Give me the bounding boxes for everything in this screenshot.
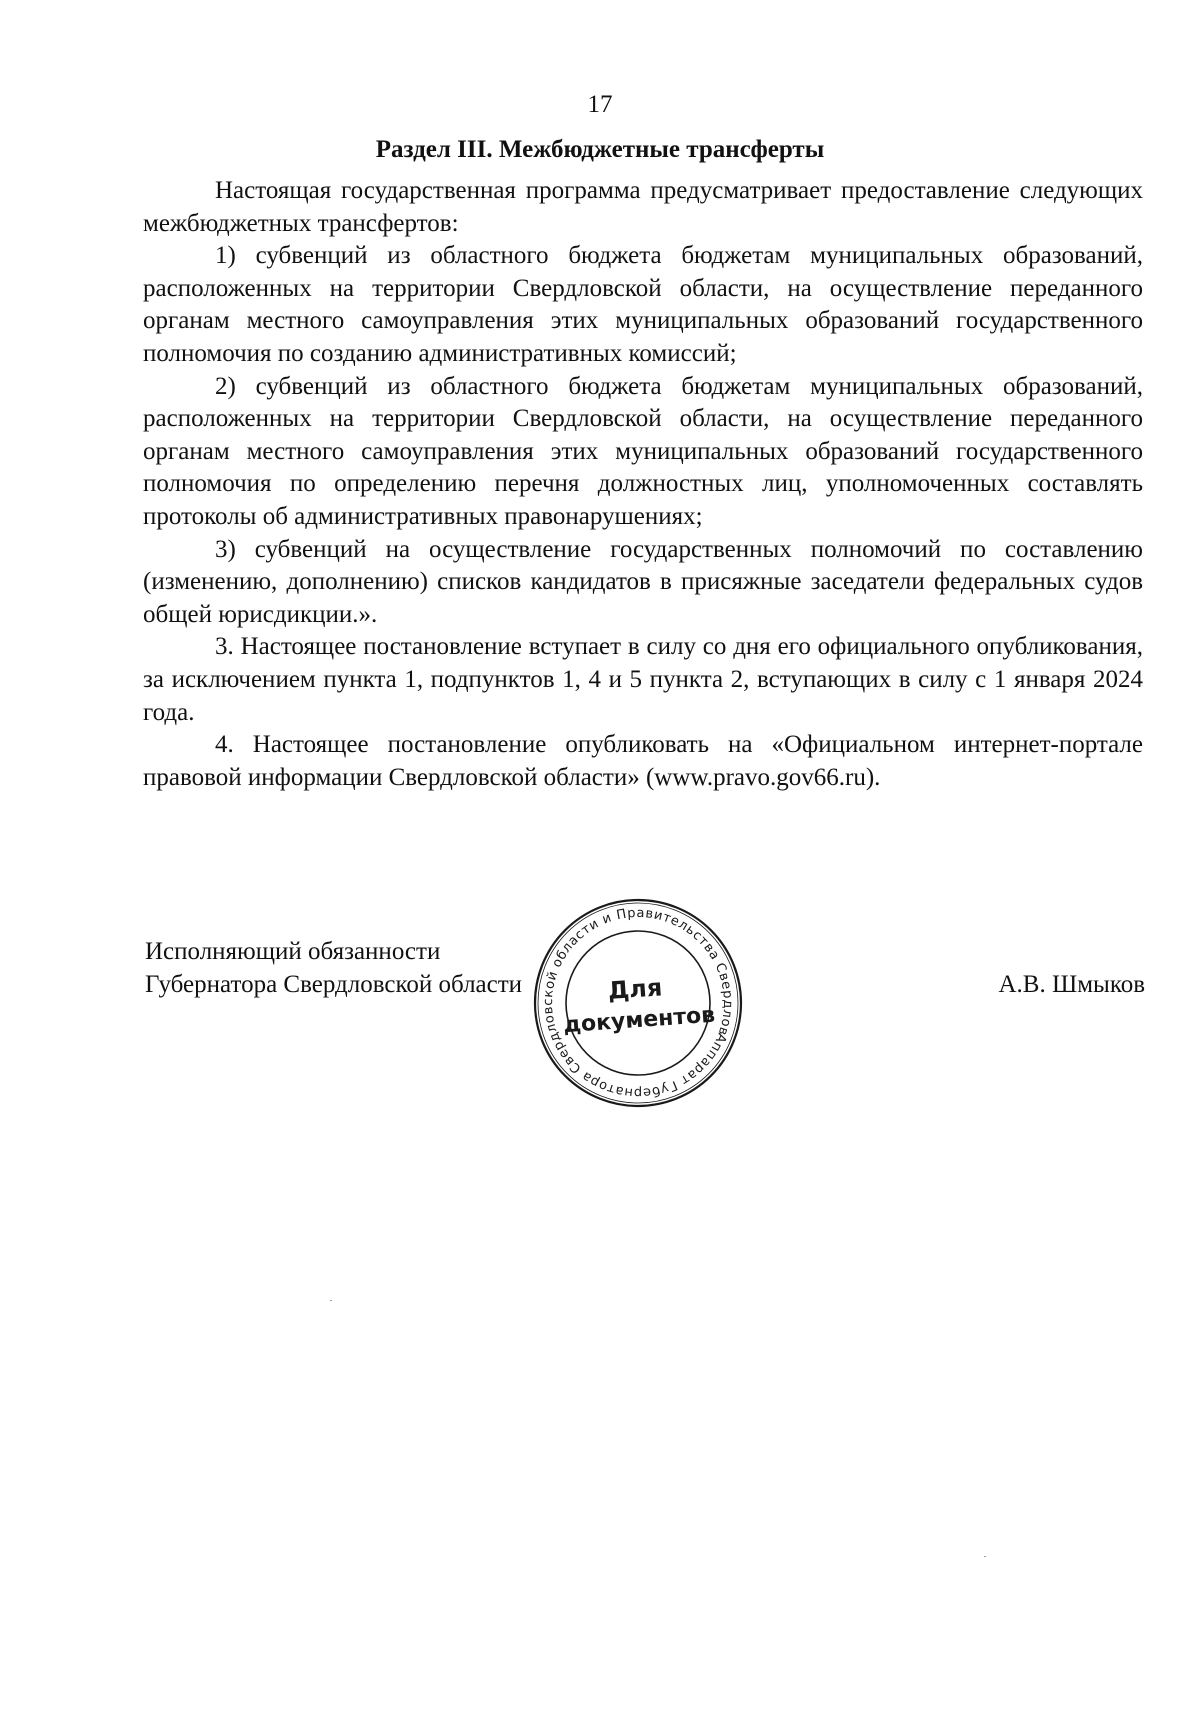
section-title: Раздел III. Межбюджетные трансферты	[375, 136, 825, 163]
signatory-position-line-1: Исполняющий обязанности	[145, 938, 441, 965]
stamp-seal-graphic	[532, 897, 744, 1152]
scan-speck	[984, 1556, 986, 1557]
signatory-position-line-2: Губернатора Свердловской области	[145, 971, 523, 998]
clause-effective-date: 3. Настоящее постановление вступает в силу со дня его официального опубликования, за исключением пункта 1, подпунктов 1, 4 и 5 пункта 2, вступающих в силу с 1 января 2024 года.	[143, 633, 1143, 726]
stamp-ring-text-path: Аппарат Губернатора Свердловской области и Правительства Свердловской области ✱	[540, 905, 736, 1152]
intro-paragraph: Настоящая государственная программа предусматривает предоставление следующих межбюджетных трансфертов:	[143, 177, 1143, 237]
body-text	[143, 175, 1143, 794]
stamp-center-line-2: документов	[562, 1002, 716, 1039]
list-item-subvention-3: 3) субвенций на осуществление государственных полномочий по составлению (изменению, дополнению) списков кандидатов в присяжные заседатели федеральных судов общей юрисдикции.».	[143, 535, 1143, 628]
clause-publication: 4. Настоящее постановление опубликовать на «Официальном интернет-портале правовой информации Свердловской области» (www.pravo.gov66.ru).	[143, 731, 1143, 791]
stamp-inner-ring	[566, 931, 710, 1075]
signatory-name: А.В. Шмыков	[998, 971, 1145, 998]
scan-speck	[330, 1300, 332, 1301]
page-number: 17	[587, 91, 613, 118]
list-item-subvention-1: 1) субвенций из областного бюджета бюджетам муниципальных образований, расположенных на территории Свердловской области, на осуществление переданного органам местного самоуправления этих муниципальных образований государственного полномочия по созданию административных комиссий;	[143, 242, 1143, 367]
list-item-subvention-2: 2) субвенций из областного бюджета бюджетам муниципальных образований, расположенных на территории Свердловской области, на осуществление переданного органам местного самоуправления этих муниципальных образований государственного полномочия по определению перечня должностных лиц, уполномоченных составлять протоколы об административных правонарушениях;	[143, 372, 1143, 530]
official-stamp	[532, 897, 744, 1152]
stamp-center-line-1: Для	[606, 973, 664, 1006]
